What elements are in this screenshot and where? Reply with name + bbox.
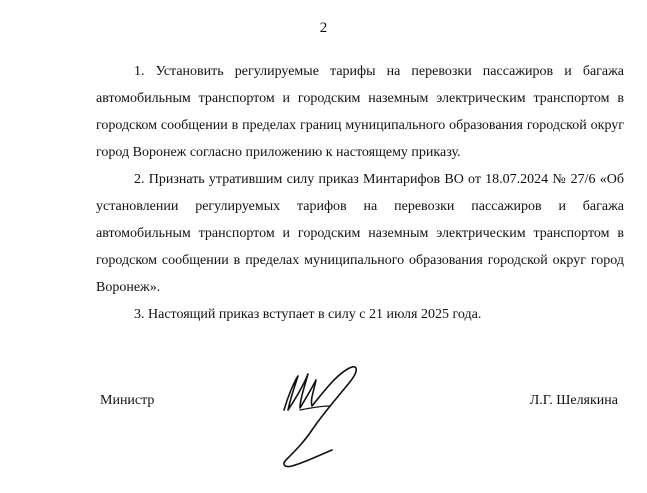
signatory-title: Министр: [100, 393, 155, 408]
paragraph-3: 3. Настоящий приказ вступает в силу с 21 июля 2025 года.: [134, 307, 482, 322]
handwritten-signature: [270, 360, 370, 480]
paragraph-2: 2. Признать утратившим силу приказ Минтарифов ВО от 18.07.2024 № 27/6 «Об установлении регулируемых тарифов на перевозки пассажиров и багажа автомобильным транспортом и городским наземным электрическим транспортом в городском сообщении в пределах муниципального образования городской округ город Воронеж».: [96, 172, 624, 295]
page-number: 2: [319, 20, 328, 36]
signatory-name: Л.Г. Шелякина: [529, 393, 618, 408]
paragraph-1: 1. Установить регулируемые тарифы на перевозки пассажиров и багажа автомобильным транспортом и городским наземным электрическим транспортом в городском сообщении в пределах границ муниципального образования городской округ город Воронеж согласно приложению к настоящему приказу.: [96, 64, 624, 160]
document-body: [96, 58, 624, 328]
